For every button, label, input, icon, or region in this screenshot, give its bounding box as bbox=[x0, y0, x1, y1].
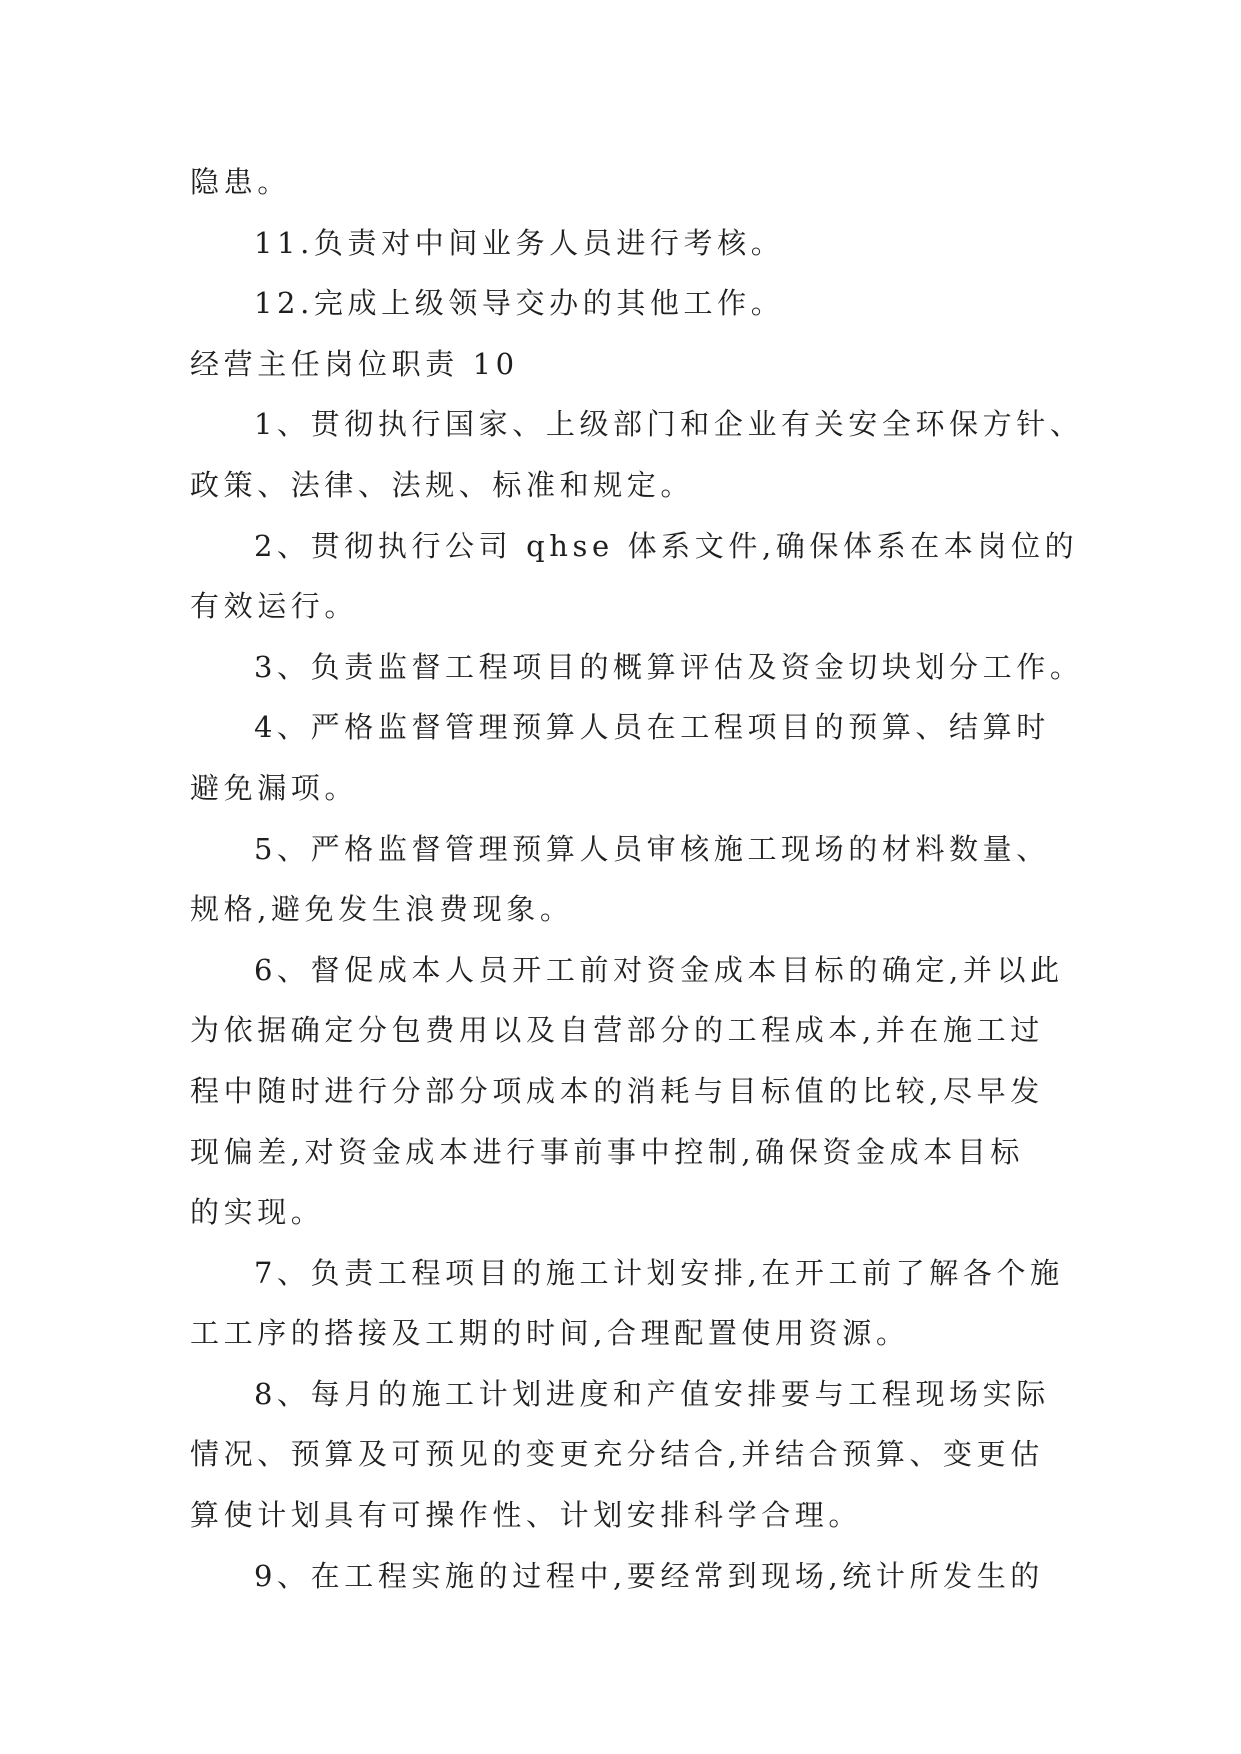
text-line: 隐患。 bbox=[190, 165, 291, 199]
text-line: 7、负责工程项目的施工计划安排,在开工前了解各个施 bbox=[254, 1255, 1064, 1290]
text-line: 有效运行。 bbox=[190, 589, 359, 624]
text-line: 3、负责监督工程项目的概算评估及资金切块划分工作。 bbox=[254, 649, 1084, 684]
text-line: 5、严格监督管理预算人员审核施工现场的材料数量、 bbox=[254, 831, 1050, 866]
text-line: 8、每月的施工计划进度和产值安排要与工程现场实际 bbox=[254, 1376, 1050, 1411]
text-line: 6、督促成本人员开工前对资金成本目标的确定,并以此 bbox=[254, 952, 1064, 987]
text-line: 现偏差,对资金成本进行事前事中控制,确保资金成本目标 bbox=[190, 1134, 1025, 1169]
text-line: 4、严格监督管理预算人员在工程项目的预算、结算时 bbox=[254, 710, 1050, 745]
text-line: 算使计划具有可操作性、计划安排科学合理。 bbox=[190, 1498, 863, 1533]
text-line: 程中随时进行分部分项成本的消耗与目标值的比较,尽早发 bbox=[190, 1073, 1044, 1108]
text-line: 情况、预算及可预见的变更充分结合,并结合预算、变更估 bbox=[190, 1437, 1044, 1472]
document-body bbox=[190, 152, 1084, 1606]
section-heading: 经营主任岗位职责 10 bbox=[190, 346, 519, 381]
text-line: 为依据确定分包费用以及自营部分的工程成本,并在施工过 bbox=[190, 1013, 1044, 1048]
text-line: 避免漏项。 bbox=[190, 770, 359, 805]
text-line: 政策、法律、法规、标准和规定。 bbox=[190, 467, 695, 502]
text-line: 工工序的搭接及工期的时间,合理配置使用资源。 bbox=[190, 1316, 910, 1351]
text-line: 规格,避免发生浪费现象。 bbox=[190, 892, 574, 927]
text-line: 2、贯彻执行公司 qhse 体系文件,确保体系在本岗位的 bbox=[254, 528, 1079, 563]
text-line: 12.完成上级领导交办的其他工作。 bbox=[254, 286, 785, 321]
text-line: 1、贯彻执行国家、上级部门和企业有关安全环保方针、 bbox=[254, 407, 1084, 442]
text-line: 9、在工程实施的过程中,要经常到现场,统计所发生的 bbox=[254, 1558, 1044, 1593]
text-line: 的实现。 bbox=[190, 1195, 325, 1230]
text-line: 11.负责对中间业务人员进行考核。 bbox=[254, 225, 785, 260]
